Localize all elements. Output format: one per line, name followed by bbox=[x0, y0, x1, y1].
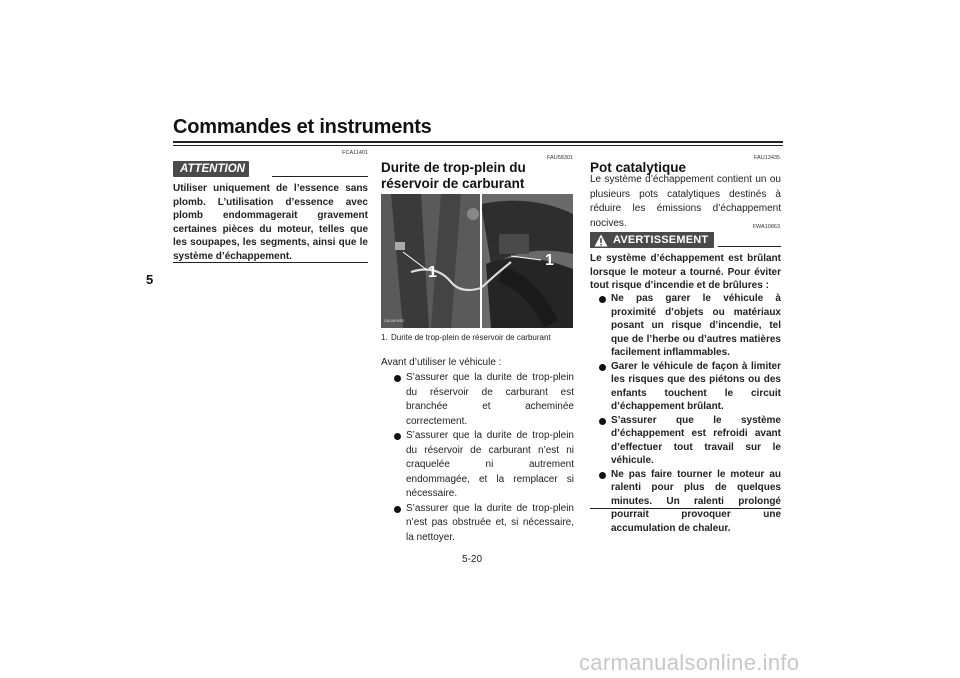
warning-code: FWA10863 bbox=[752, 224, 780, 230]
banner-rule bbox=[272, 176, 368, 177]
page-title: Commandes et instruments bbox=[173, 116, 432, 138]
catalytic-body: Le système d’échappement contient un ou plusieurs pots catalytiques destinés à réduire les émissions d’échappement nocives. bbox=[590, 174, 781, 229]
warning-intro: Le système d’échappement est brûlant lorsque le moteur a tourné. Pour éviter tout risque d’incendie et de brûlures : bbox=[590, 253, 781, 291]
watermark: carmanualsonline.info bbox=[579, 650, 800, 675]
header-rule bbox=[173, 141, 783, 143]
banner-rule bbox=[718, 246, 781, 247]
bullet-icon bbox=[599, 418, 606, 425]
list-item: S’assurer que la durite de trop-plein n’est pas obstruée et, si nécessaire, la nettoyer. bbox=[406, 502, 574, 546]
bullet-icon bbox=[394, 433, 401, 440]
list-item: Garer le véhicule de façon à limiter les risques que des piétons ou des enfants touchent le circuit d’échappement brûlant. bbox=[611, 360, 781, 414]
checklist bbox=[406, 371, 574, 545]
attention-text: Utiliser uniquement de l’essence sans plomb. L’utilisation d’essence avec plomb endommagerait gravement certaines pièces du moteur, telles que les soupapes, les segments, ainsi que le système d’échappement. bbox=[173, 183, 368, 262]
page-number: 5-20 bbox=[462, 554, 483, 565]
image-code: ZAUM0652 bbox=[384, 318, 405, 323]
bullet-icon bbox=[394, 506, 401, 513]
callout-number: 1 bbox=[545, 252, 554, 269]
intro-text: Avant d’utiliser le véhicule : bbox=[381, 357, 502, 368]
callout-number: 1 bbox=[428, 264, 437, 281]
list-item: S’assurer que le système d’échappement est refroidi avant d’effectuer tout travail sur le véhicule. bbox=[611, 414, 781, 468]
bullet-icon bbox=[394, 375, 401, 382]
section-heading: Durite de trop-plein du réservoir de carburant bbox=[381, 160, 526, 191]
bullet-icon bbox=[599, 364, 606, 371]
bullet-icon bbox=[599, 296, 606, 303]
list-item: Ne pas faire tourner le moteur au ralenti pour plus de quelques minutes. Un ralenti prolongé pourrait provoquer une accumulation de chaleur. bbox=[611, 468, 781, 536]
attention-end-rule bbox=[173, 262, 368, 263]
section-heading: Pot catalytique bbox=[590, 160, 687, 175]
warning-list bbox=[611, 292, 781, 535]
bullet-icon bbox=[599, 472, 606, 479]
section-code: FCA11401 bbox=[342, 150, 368, 156]
warning-label: AVERTISSEMENT bbox=[613, 234, 709, 246]
list-item: Ne pas garer le véhicule à proximité d’objets ou matériaux posant un risque d’incendie, tel que de l’herbe ou d’autres matières facilement inflammables. bbox=[611, 292, 781, 360]
warning-end-rule bbox=[590, 508, 781, 509]
section-code: FAU13435 bbox=[754, 155, 780, 161]
list-item: S’assurer que la durite de trop-plein du réservoir de carburant est branchée et acheminée correctement. bbox=[406, 371, 574, 429]
attention-label: ATTENTION bbox=[180, 163, 245, 175]
warning-triangle-icon bbox=[594, 234, 608, 247]
list-item: S’assurer que la durite de trop-plein du réservoir de carburant n’est ni craquelée ni autrement endommagée, et la remplacer si nécessaire. bbox=[406, 429, 574, 502]
image-caption: Durite de trop-plein de réservoir de carburant bbox=[391, 333, 551, 342]
section-code: FAU58301 bbox=[547, 155, 573, 161]
caption-number: 1. bbox=[381, 333, 388, 342]
chapter-number: 5 bbox=[146, 272, 154, 287]
header-rule-thin bbox=[173, 145, 783, 146]
